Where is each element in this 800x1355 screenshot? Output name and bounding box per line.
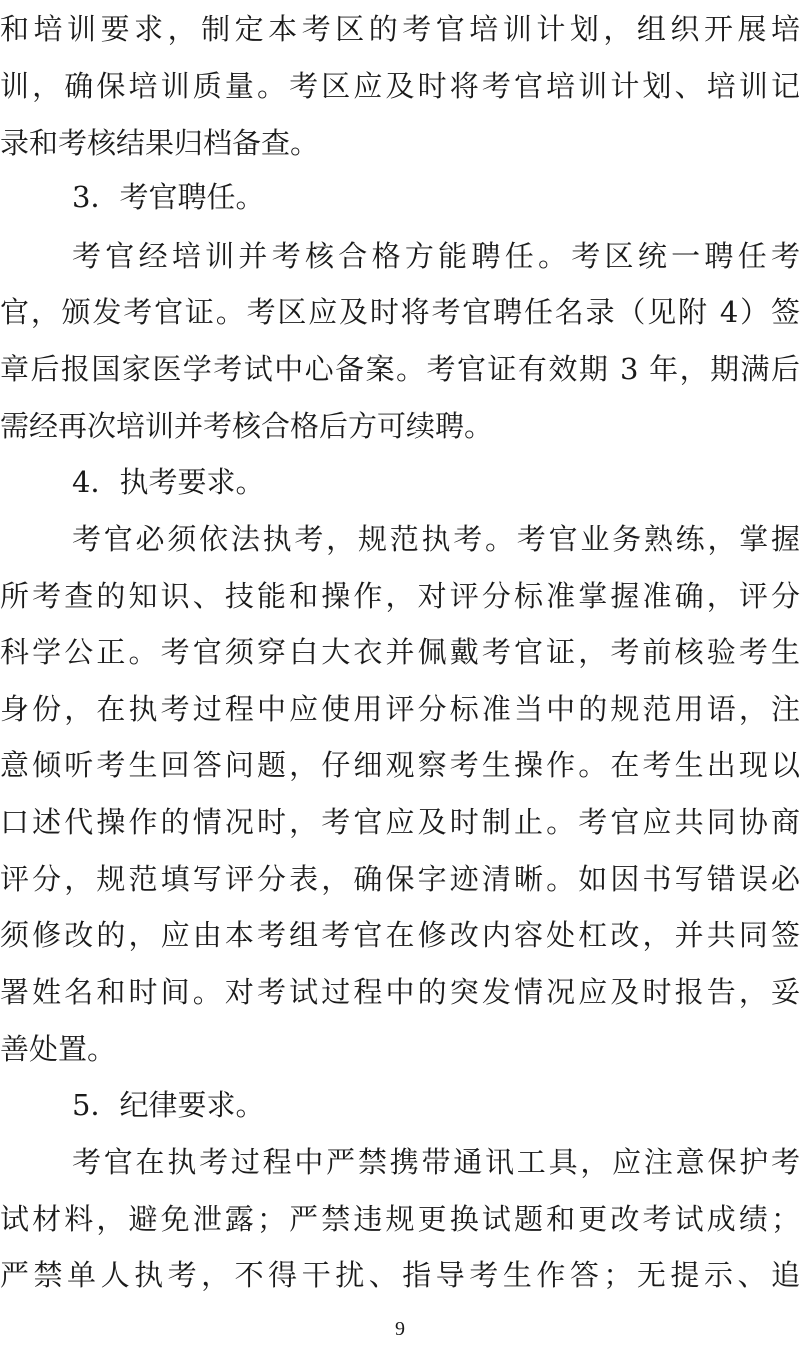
- text-line: 录和考核结果归档备查。: [0, 126, 320, 160]
- section-heading: 5．纪律要求。: [72, 1088, 265, 1122]
- text-line: 口述代操作的情况时，考官应及时制止。考官应共同协商: [0, 805, 800, 839]
- text-line: 章后报国家医学考试中心备案。考官证有效期 3 年，期满后: [0, 352, 800, 386]
- text-line: 考官经培训并考核合格方能聘任。考区统一聘任考: [72, 239, 800, 273]
- text-line: 科学公正。考官须穿白大衣并佩戴考官证，考前核验考生: [0, 635, 800, 669]
- text-line: 严禁单人执考，不得干扰、指导考生作答；无提示、追: [0, 1258, 800, 1292]
- text-line: 需经再次培训并考核合格后方可续聘。: [0, 409, 494, 443]
- text-line: 和培训要求，制定本考区的考官培训计划，组织开展培: [0, 12, 800, 46]
- text-line: 意倾听考生回答问题，仔细观察考生操作。在考生出现以: [0, 748, 800, 782]
- page-number: 9: [395, 1318, 405, 1340]
- text-line: 评分，规范填写评分表，确保字迹清晰。如因书写错误必: [0, 862, 800, 896]
- text-line: 试材料，避免泄露；严禁违规更换试题和更改考试成绩；: [0, 1202, 800, 1236]
- text-line: 考官在执考过程中严禁携带通讯工具，应注意保护考: [72, 1145, 800, 1179]
- text-line: 身份，在执考过程中应使用评分标准当中的规范用语，注: [0, 692, 800, 726]
- text-line: 官，颁发考官证。考区应及时将考官聘任名录（见附 4）签: [0, 295, 800, 329]
- section-heading: 4．执考要求。: [72, 465, 265, 499]
- text-line: 考官必须依法执考，规范执考。考官业务熟练，掌握: [72, 522, 800, 556]
- text-line: 善处置。: [0, 1032, 117, 1066]
- text-line: 训，确保培训质量。考区应及时将考官培训计划、培训记: [0, 69, 800, 103]
- text-line: 署姓名和时间。对考试过程中的突发情况应及时报告，妥: [0, 975, 800, 1009]
- section-heading: 3．考官聘任。: [72, 180, 265, 214]
- text-line: 须修改的，应由本考组考官在修改内容处杠改，并共同签: [0, 918, 800, 952]
- text-line: 所考查的知识、技能和操作，对评分标准掌握准确，评分: [0, 579, 800, 613]
